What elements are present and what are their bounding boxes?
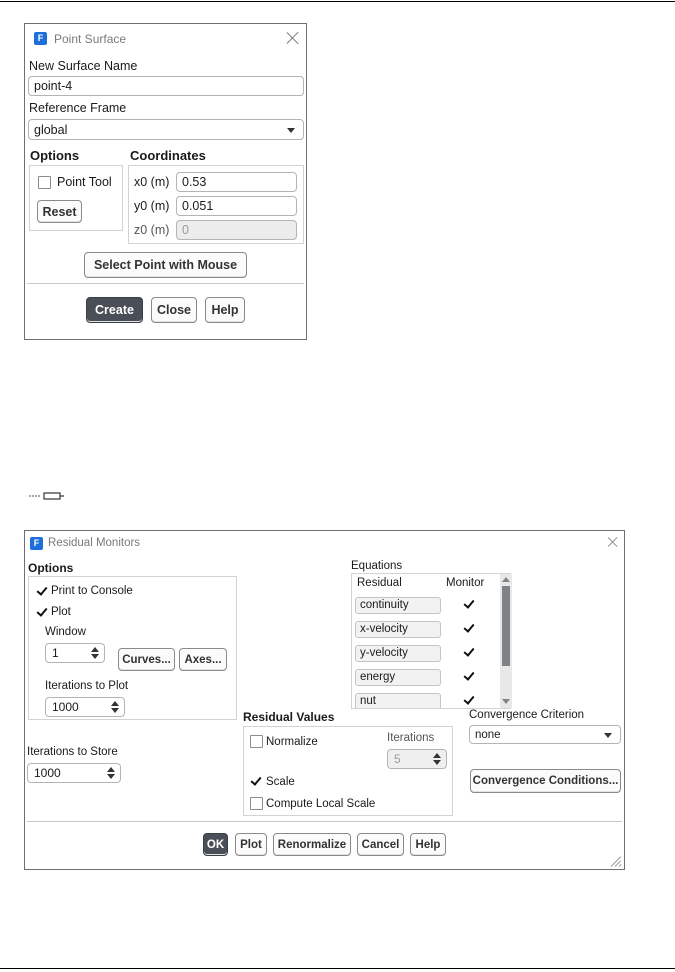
equation-monitor-checkbox[interactable] [463,694,476,707]
residual-monitors-dialog [24,530,625,870]
convergence-criterion-dropdown[interactable] [469,725,621,744]
reset-button[interactable]: Reset [37,200,82,223]
window-label: Window [45,626,86,638]
convergence-criterion-label: Convergence Criterion [469,709,585,721]
plot-checkbox[interactable] [36,606,49,619]
x0-label: x0 (m) [134,175,170,189]
coordinates-header: Coordinates [130,148,206,163]
equation-residual-name: nut [355,693,441,708]
equation-monitor-checkbox[interactable] [463,622,476,635]
print-to-console-checkbox[interactable] [36,585,49,598]
iterations-to-plot-label: Iterations to Plot [45,680,129,692]
iterations-to-plot-value: 1000 [52,700,79,714]
point-surface-titlebar[interactable] [25,24,306,50]
options-header: Options [30,148,80,163]
equations-scrollbar[interactable] [500,574,512,708]
residual-values-group [243,726,453,816]
renormalize-button[interactable]: Renormalize [273,833,351,856]
point-tool-label: Point Tool [57,175,112,189]
z0-input: 0 [176,220,297,240]
new-surface-name-label: New Surface Name [29,59,138,73]
axes-button[interactable]: Axes... [179,648,227,671]
dialog-divider [27,821,622,822]
iterations-label: Iterations [387,732,435,744]
page-top-rule [0,1,675,2]
equations-header: Equations [351,560,403,572]
dialog-title: Residual Monitors [48,537,141,549]
iterations-to-store-spinner[interactable] [27,763,121,783]
scale-label: Scale [266,776,295,788]
options-group [28,576,237,720]
iterations-spinner [387,749,447,769]
chevron-down-icon [604,733,612,738]
fluent-app-icon: F [30,537,43,550]
equation-residual-name: continuity [355,597,441,614]
equation-residual-name: y-velocity [355,645,441,662]
scrollbar-thumb[interactable] [502,586,510,666]
spinner-arrows-icon[interactable] [111,701,119,713]
spinner-arrows-icon [433,753,441,765]
help-button[interactable]: Help [410,833,446,856]
equation-residual-name: energy [355,669,441,686]
compute-local-scale-checkbox[interactable] [250,797,263,810]
scroll-down-arrow-icon[interactable] [502,699,510,704]
convergence-conditions-button[interactable]: Convergence Conditions... [470,769,621,793]
iterations-to-store-label: Iterations to Store [27,746,118,758]
close-button[interactable]: Close [151,297,197,323]
create-button[interactable]: Create [86,297,143,323]
point-tool-checkbox[interactable] [38,176,51,189]
ok-button[interactable]: OK [203,833,228,856]
residual-column-header: Residual [357,577,402,589]
iterations-to-plot-spinner[interactable] [45,697,125,717]
close-icon[interactable] [285,30,301,46]
close-icon[interactable] [607,536,620,549]
residual-monitors-titlebar[interactable] [25,531,624,557]
window-value: 1 [52,646,59,660]
point-surface-dialog [24,23,307,340]
page-bottom-rule [0,968,675,969]
options-header: Options [28,561,74,575]
reference-frame-value: global [34,122,68,137]
dialog-title: Point Surface [54,32,127,46]
print-to-console-label: Print to Console [51,585,133,597]
spinner-arrows-icon[interactable] [91,647,99,659]
equation-residual-name: x-velocity [355,621,441,638]
y0-input[interactable]: 0.051 [176,196,297,216]
fluent-app-icon: F [34,32,47,45]
equation-monitor-checkbox[interactable] [463,670,476,683]
normalize-checkbox[interactable] [250,735,263,748]
small-toolbar-glyph-icon [28,492,66,502]
resize-grip-icon[interactable] [610,855,622,867]
plot-label: Plot [51,606,71,618]
new-surface-name-input[interactable]: point-4 [28,76,304,96]
monitor-column-header: Monitor [446,577,485,589]
help-button[interactable]: Help [205,297,245,323]
z0-label: z0 (m) [134,223,170,237]
reference-frame-dropdown[interactable] [28,119,304,140]
residual-values-header: Residual Values [243,710,335,724]
cancel-button[interactable]: Cancel [357,833,404,856]
options-group [29,165,123,231]
equation-monitor-checkbox[interactable] [463,646,476,659]
compute-local-scale-label: Compute Local Scale [266,798,376,810]
equations-list [351,573,511,709]
y0-label: y0 (m) [134,199,170,213]
list-clip [352,692,500,708]
plot-button[interactable]: Plot [235,833,267,856]
reference-frame-label: Reference Frame [29,101,127,115]
curves-button[interactable]: Curves... [118,648,175,671]
iterations-to-store-value: 1000 [34,766,61,780]
normalize-label: Normalize [266,736,318,748]
x0-input[interactable]: 0.53 [176,172,297,192]
convergence-criterion-value: none [475,728,501,741]
chevron-down-icon [287,128,295,133]
scroll-up-arrow-icon[interactable] [502,577,510,582]
scale-checkbox[interactable] [250,775,263,788]
coordinates-group [128,165,304,244]
iterations-value: 5 [394,752,401,766]
equation-monitor-checkbox[interactable] [463,598,476,611]
spinner-arrows-icon[interactable] [107,767,115,779]
select-point-with-mouse-button[interactable]: Select Point with Mouse [84,252,247,278]
window-spinner[interactable] [45,643,105,663]
dialog-divider [27,283,304,284]
